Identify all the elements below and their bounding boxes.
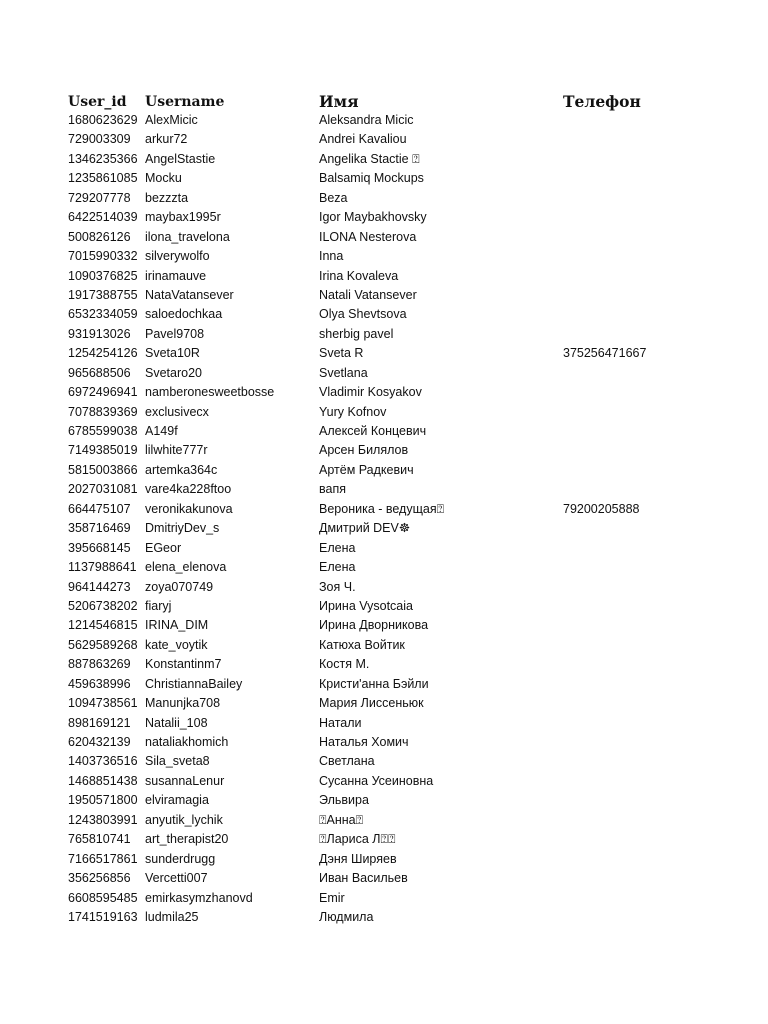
header-phone: Телефон: [563, 92, 641, 111]
cell-username: saloedochkaa: [145, 307, 223, 322]
cell-name: Sveta R: [319, 346, 364, 361]
cell-username: EGeor: [145, 540, 182, 555]
cell-username: irinamauve: [145, 268, 207, 283]
table-row: [68, 500, 748, 519]
cell-username: AlexMicic: [145, 113, 198, 127]
table-row: [68, 344, 748, 363]
cell-name: Арсен Билялов: [319, 443, 409, 458]
cell-user-id: 1090376825: [68, 268, 138, 283]
cell-user-id: 1403736516: [68, 754, 138, 769]
cell-username: Mocku: [145, 171, 182, 186]
cell-username: Natalii_108: [145, 715, 208, 730]
cell-name: Emir: [319, 890, 345, 905]
cell-name: sherbig pavel: [319, 326, 394, 341]
cell-name: Svetlana: [319, 365, 368, 380]
cell-user-id: 6532334059: [68, 307, 138, 322]
cell-name: Елена: [319, 540, 356, 555]
cell-user-id: 6972496941: [68, 385, 138, 400]
cell-user-id: 1346235366: [68, 151, 138, 166]
cell-name: Костя М.: [319, 657, 370, 672]
table-row: [68, 636, 748, 655]
table-row: [68, 752, 748, 771]
table-row: [68, 150, 748, 169]
cell-user-id: 729207778: [68, 190, 131, 205]
cell-name: Катюха Войтик: [319, 637, 405, 652]
cell-name: Елена: [319, 560, 356, 575]
cell-name: Сусанна Усеиновна: [319, 773, 434, 788]
cell-name: ⍰Анна⍰: [319, 812, 364, 827]
cell-username: veronikakunova: [145, 501, 233, 516]
table-row: [68, 480, 748, 499]
table-row: [68, 461, 748, 480]
cell-user-id: 6785599038: [68, 424, 138, 438]
cell-user-id: 459638996: [68, 676, 131, 691]
cell-username: ChristiannaBailey: [145, 676, 243, 691]
cell-username: DmitriyDev_s: [145, 521, 220, 536]
cell-user-id: 7015990332: [68, 249, 138, 264]
table-row: [68, 889, 748, 908]
cell-name: Ирина Vysotcaia: [319, 598, 413, 613]
table-row: [68, 111, 748, 130]
cell-name: ILONA Nesterova: [319, 229, 417, 244]
cell-username: lilwhite777r: [145, 443, 208, 458]
cell-username: Manunjka708: [145, 696, 221, 711]
table-row: [68, 422, 748, 441]
table-row: [68, 519, 748, 538]
cell-username: vare4ka228ftoo: [145, 482, 232, 497]
table-row: [68, 325, 748, 344]
table-row: [68, 597, 748, 616]
table-row: [68, 791, 748, 810]
cell-user-id: 358716469: [68, 521, 131, 536]
cell-name: Вероника - ведущая⍰: [319, 501, 445, 516]
cell-username: silverywolfo: [145, 249, 210, 264]
cell-user-id: 5815003866: [68, 462, 138, 477]
cell-user-id: 5629589268: [68, 637, 138, 652]
cell-user-id: 500826126: [68, 229, 131, 244]
table-row: [68, 228, 748, 247]
table-row: [68, 811, 748, 830]
cell-name: Yury Kofnov: [319, 404, 387, 419]
table-row: [68, 675, 748, 694]
table-row: [68, 655, 748, 674]
cell-user-id: 664475107: [68, 501, 131, 516]
cell-user-id: 1917388755: [68, 287, 138, 302]
cell-user-id: 765810741: [68, 832, 131, 847]
cell-name: Эльвира: [319, 793, 369, 808]
table-row: [68, 383, 748, 402]
cell-username: art_therapist20: [145, 832, 229, 847]
cell-username: ilona_travelona: [145, 229, 230, 244]
cell-username: zoya070749: [145, 579, 214, 594]
table-row: [68, 850, 748, 869]
cell-name: Алексей Концевич: [319, 424, 427, 438]
cell-phone: 79200205888: [563, 501, 640, 516]
cell-username: arkur72: [145, 132, 188, 147]
cell-username: ludmila25: [145, 909, 199, 924]
cell-name: Дэня Ширяев: [319, 851, 397, 866]
cell-username: kate_voytik: [145, 637, 208, 652]
table-row: [68, 286, 748, 305]
header-user-id: User_id: [68, 94, 127, 110]
table-row: [68, 714, 748, 733]
table-row: [68, 558, 748, 577]
cell-username: nataliakhomich: [145, 735, 229, 749]
cell-user-id: 887863269: [68, 657, 131, 672]
table-row: [68, 908, 748, 927]
cell-username: namberonesweetbosse: [145, 385, 275, 400]
table-row: [68, 403, 748, 422]
table-row: [68, 578, 748, 597]
table-row: [68, 364, 748, 383]
cell-username: elena_elenova: [145, 560, 227, 575]
cell-name: ⍰Лариса Л⍰⍰: [319, 832, 396, 847]
cell-user-id: 898169121: [68, 715, 131, 730]
cell-user-id: 729003309: [68, 132, 131, 147]
cell-user-id: 964144273: [68, 579, 131, 594]
cell-name: Дмитрий DEV☸: [319, 521, 411, 536]
cell-username: Konstantinm7: [145, 657, 222, 672]
cell-username: A149f: [145, 424, 178, 438]
user-table: [68, 92, 748, 927]
cell-name: Natali Vatansever: [319, 287, 417, 302]
cell-name: Людмила: [319, 909, 374, 924]
table-body: [68, 111, 748, 927]
table-row: [68, 267, 748, 286]
cell-username: emirkasymzhanovd: [145, 890, 253, 905]
table-header: [68, 92, 748, 111]
cell-name: Ирина Дворникова: [319, 618, 429, 633]
cell-name: Светлана: [319, 754, 375, 769]
table-row: [68, 169, 748, 188]
cell-name: Vladimir Kosyakov: [319, 385, 422, 400]
table-row: [68, 305, 748, 324]
cell-user-id: 1243803991: [68, 812, 138, 827]
cell-name: Angelika Stactie ⍰: [319, 151, 420, 166]
header-name: Имя: [319, 92, 359, 111]
cell-username: bezzzta: [145, 190, 189, 205]
cell-phone: 375256471667: [563, 346, 647, 361]
table-row: [68, 130, 748, 149]
cell-user-id: 1254254126: [68, 346, 138, 361]
cell-username: IRINA_DIM: [145, 618, 209, 633]
table-row: [68, 869, 748, 888]
cell-user-id: 931913026: [68, 326, 131, 341]
cell-username: Svetaro20: [145, 365, 202, 380]
cell-username: fiaryj: [145, 598, 172, 613]
cell-name: Beza: [319, 190, 348, 205]
cell-user-id: 395668145: [68, 540, 131, 555]
cell-user-id: 6422514039: [68, 210, 138, 225]
cell-user-id: 5206738202: [68, 598, 138, 613]
cell-user-id: 1094738561: [68, 696, 138, 711]
cell-username: exclusivecx: [145, 404, 209, 419]
cell-name: Натали: [319, 715, 362, 730]
cell-username: susannaLenur: [145, 773, 225, 788]
table-row: [68, 733, 748, 752]
cell-name: Inna: [319, 249, 344, 264]
cell-name: Andrei Kavaliou: [319, 132, 407, 147]
cell-username: artemka364c: [145, 462, 218, 477]
cell-user-id: 1235861085: [68, 171, 138, 186]
cell-user-id: 1214546815: [68, 618, 138, 633]
cell-user-id: 6608595485: [68, 890, 138, 905]
cell-user-id: 1950571800: [68, 793, 138, 808]
cell-name: Irina Kovaleva: [319, 268, 399, 283]
cell-username: maybax1995r: [145, 210, 221, 225]
table-row: [68, 539, 748, 558]
cell-user-id: 7166517861: [68, 851, 138, 866]
table-row: [68, 616, 748, 635]
table-row: [68, 830, 748, 849]
cell-username: AngelStastie: [145, 151, 216, 166]
cell-user-id: 1680623629: [68, 113, 138, 127]
cell-user-id: 7078839369: [68, 404, 138, 419]
table-row: [68, 208, 748, 227]
cell-name: Olya Shevtsova: [319, 307, 407, 322]
cell-username: sunderdrugg: [145, 851, 216, 866]
cell-user-id: 7149385019: [68, 443, 138, 458]
cell-name: Aleksandra Micic: [319, 113, 414, 127]
cell-name: Иван Васильев: [319, 871, 408, 886]
cell-user-id: 356256856: [68, 871, 131, 886]
cell-name: вапя: [319, 482, 346, 497]
cell-username: Pavel9708: [145, 326, 205, 341]
cell-name: Igor Maybakhovsky: [319, 210, 427, 225]
cell-username: anyutik_lychik: [145, 812, 223, 827]
table-row: [68, 694, 748, 713]
table-row: [68, 189, 748, 208]
table-row: [68, 247, 748, 266]
table-row: [68, 441, 748, 460]
table-row: [68, 772, 748, 791]
cell-user-id: 965688506: [68, 365, 131, 380]
cell-username: NataVatansever: [145, 287, 234, 302]
cell-username: Sila_sveta8: [145, 754, 210, 769]
cell-user-id: 1468851438: [68, 773, 138, 788]
header-username: Username: [145, 94, 225, 110]
cell-username: Vercetti007: [145, 871, 208, 886]
cell-name: Мария Лиссеньюк: [319, 696, 424, 711]
cell-username: elviramagia: [145, 793, 209, 808]
cell-user-id: 620432139: [68, 735, 131, 749]
cell-username: Sveta10R: [145, 346, 200, 361]
cell-user-id: 1741519163: [68, 909, 138, 924]
cell-user-id: 1137988641: [68, 560, 137, 575]
cell-name: Артём Радкевич: [319, 462, 414, 477]
cell-name: Balsamiq Mockups: [319, 171, 424, 186]
cell-name: Кристи'анна Бэйли: [319, 676, 429, 691]
cell-name: Зоя Ч.: [319, 579, 356, 594]
cell-name: Наталья Хомич: [319, 735, 409, 749]
cell-user-id: 2027031081: [68, 482, 138, 497]
